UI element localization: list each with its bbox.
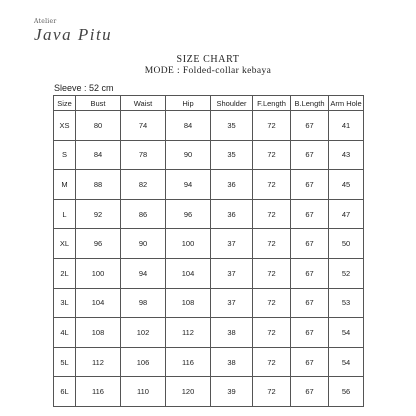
cell-shoulder: 35 xyxy=(211,111,253,141)
table-row xyxy=(54,199,364,229)
brand-logo xyxy=(34,18,144,52)
cell-arm-hole: 45 xyxy=(329,170,364,200)
table-row xyxy=(54,318,364,348)
cell-hip: 116 xyxy=(166,347,211,377)
cell-shoulder: 38 xyxy=(211,347,253,377)
header-waist: Waist xyxy=(121,96,166,111)
cell-back-length: 67 xyxy=(291,347,329,377)
header-front-length: F.Length xyxy=(253,96,291,111)
table-body xyxy=(54,111,364,407)
cell-bust: 108 xyxy=(76,318,121,348)
table-row xyxy=(54,258,364,288)
cell-size: 2L xyxy=(54,258,76,288)
header-shoulder: Shoulder xyxy=(211,96,253,111)
cell-front-length: 72 xyxy=(253,258,291,288)
cell-front-length: 72 xyxy=(253,288,291,318)
table-row xyxy=(54,377,364,407)
table-row xyxy=(54,111,364,141)
cell-shoulder: 36 xyxy=(211,170,253,200)
cell-waist: 78 xyxy=(121,140,166,170)
cell-back-length: 67 xyxy=(291,229,329,259)
cell-back-length: 67 xyxy=(291,140,329,170)
cell-hip: 120 xyxy=(166,377,211,407)
cell-arm-hole: 54 xyxy=(329,347,364,377)
table-row xyxy=(54,170,364,200)
cell-hip: 104 xyxy=(166,258,211,288)
cell-size: M xyxy=(54,170,76,200)
cell-size: 3L xyxy=(54,288,76,318)
cell-back-length: 67 xyxy=(291,318,329,348)
cell-shoulder: 35 xyxy=(211,140,253,170)
cell-bust: 104 xyxy=(76,288,121,318)
cell-shoulder: 36 xyxy=(211,199,253,229)
cell-size: XL xyxy=(54,229,76,259)
cell-size: XS xyxy=(54,111,76,141)
cell-hip: 112 xyxy=(166,318,211,348)
cell-bust: 116 xyxy=(76,377,121,407)
cell-front-length: 72 xyxy=(253,140,291,170)
cell-back-length: 67 xyxy=(291,170,329,200)
cell-bust: 88 xyxy=(76,170,121,200)
cell-front-length: 72 xyxy=(253,111,291,141)
cell-back-length: 67 xyxy=(291,199,329,229)
cell-bust: 92 xyxy=(76,199,121,229)
cell-shoulder: 38 xyxy=(211,318,253,348)
cell-waist: 82 xyxy=(121,170,166,200)
cell-size: L xyxy=(54,199,76,229)
cell-front-length: 72 xyxy=(253,377,291,407)
cell-arm-hole: 47 xyxy=(329,199,364,229)
cell-back-length: 67 xyxy=(291,258,329,288)
cell-back-length: 67 xyxy=(291,288,329,318)
cell-arm-hole: 43 xyxy=(329,140,364,170)
cell-hip: 108 xyxy=(166,288,211,318)
cell-front-length: 72 xyxy=(253,347,291,377)
cell-front-length: 72 xyxy=(253,199,291,229)
cell-hip: 96 xyxy=(166,199,211,229)
header-bust: Bust xyxy=(76,96,121,111)
cell-hip: 94 xyxy=(166,170,211,200)
table-row xyxy=(54,229,364,259)
page-title: SIZE CHART xyxy=(176,54,240,65)
cell-size: 4L xyxy=(54,318,76,348)
cell-bust: 112 xyxy=(76,347,121,377)
size-chart-table xyxy=(53,95,364,407)
cell-front-length: 72 xyxy=(253,229,291,259)
cell-arm-hole: 52 xyxy=(329,258,364,288)
header-hip: Hip xyxy=(166,96,211,111)
cell-waist: 74 xyxy=(121,111,166,141)
header-back-length: B.Length xyxy=(291,96,329,111)
cell-waist: 90 xyxy=(121,229,166,259)
mode-subtitle: MODE : Folded-collar kebaya xyxy=(144,66,272,76)
cell-hip: 84 xyxy=(166,111,211,141)
cell-waist: 86 xyxy=(121,199,166,229)
cell-size: S xyxy=(54,140,76,170)
cell-arm-hole: 50 xyxy=(329,229,364,259)
cell-arm-hole: 54 xyxy=(329,318,364,348)
table-row xyxy=(54,347,364,377)
cell-back-length: 67 xyxy=(291,111,329,141)
header-arm-hole: Arm Hole xyxy=(329,96,364,111)
cell-shoulder: 37 xyxy=(211,258,253,288)
cell-waist: 102 xyxy=(121,318,166,348)
cell-waist: 94 xyxy=(121,258,166,288)
cell-bust: 84 xyxy=(76,140,121,170)
cell-waist: 106 xyxy=(121,347,166,377)
cell-hip: 100 xyxy=(166,229,211,259)
cell-bust: 80 xyxy=(76,111,121,141)
sleeve-length-label: Sleeve : 52 cm xyxy=(54,83,114,93)
cell-arm-hole: 41 xyxy=(329,111,364,141)
table-row xyxy=(54,140,364,170)
cell-shoulder: 37 xyxy=(211,229,253,259)
cell-waist: 110 xyxy=(121,377,166,407)
cell-front-length: 72 xyxy=(253,170,291,200)
brand-script-text: Java Pitu xyxy=(34,25,113,44)
cell-waist: 98 xyxy=(121,288,166,318)
cell-front-length: 72 xyxy=(253,318,291,348)
cell-arm-hole: 56 xyxy=(329,377,364,407)
cell-shoulder: 39 xyxy=(211,377,253,407)
brand-small-text: Atelier xyxy=(34,18,57,25)
cell-bust: 96 xyxy=(76,229,121,259)
cell-back-length: 67 xyxy=(291,377,329,407)
cell-shoulder: 37 xyxy=(211,288,253,318)
cell-size: 5L xyxy=(54,347,76,377)
cell-hip: 90 xyxy=(166,140,211,170)
cell-arm-hole: 53 xyxy=(329,288,364,318)
table-row xyxy=(54,288,364,318)
cell-size: 6L xyxy=(54,377,76,407)
header-size: Size xyxy=(54,96,76,111)
table-header-row xyxy=(54,96,364,111)
cell-bust: 100 xyxy=(76,258,121,288)
